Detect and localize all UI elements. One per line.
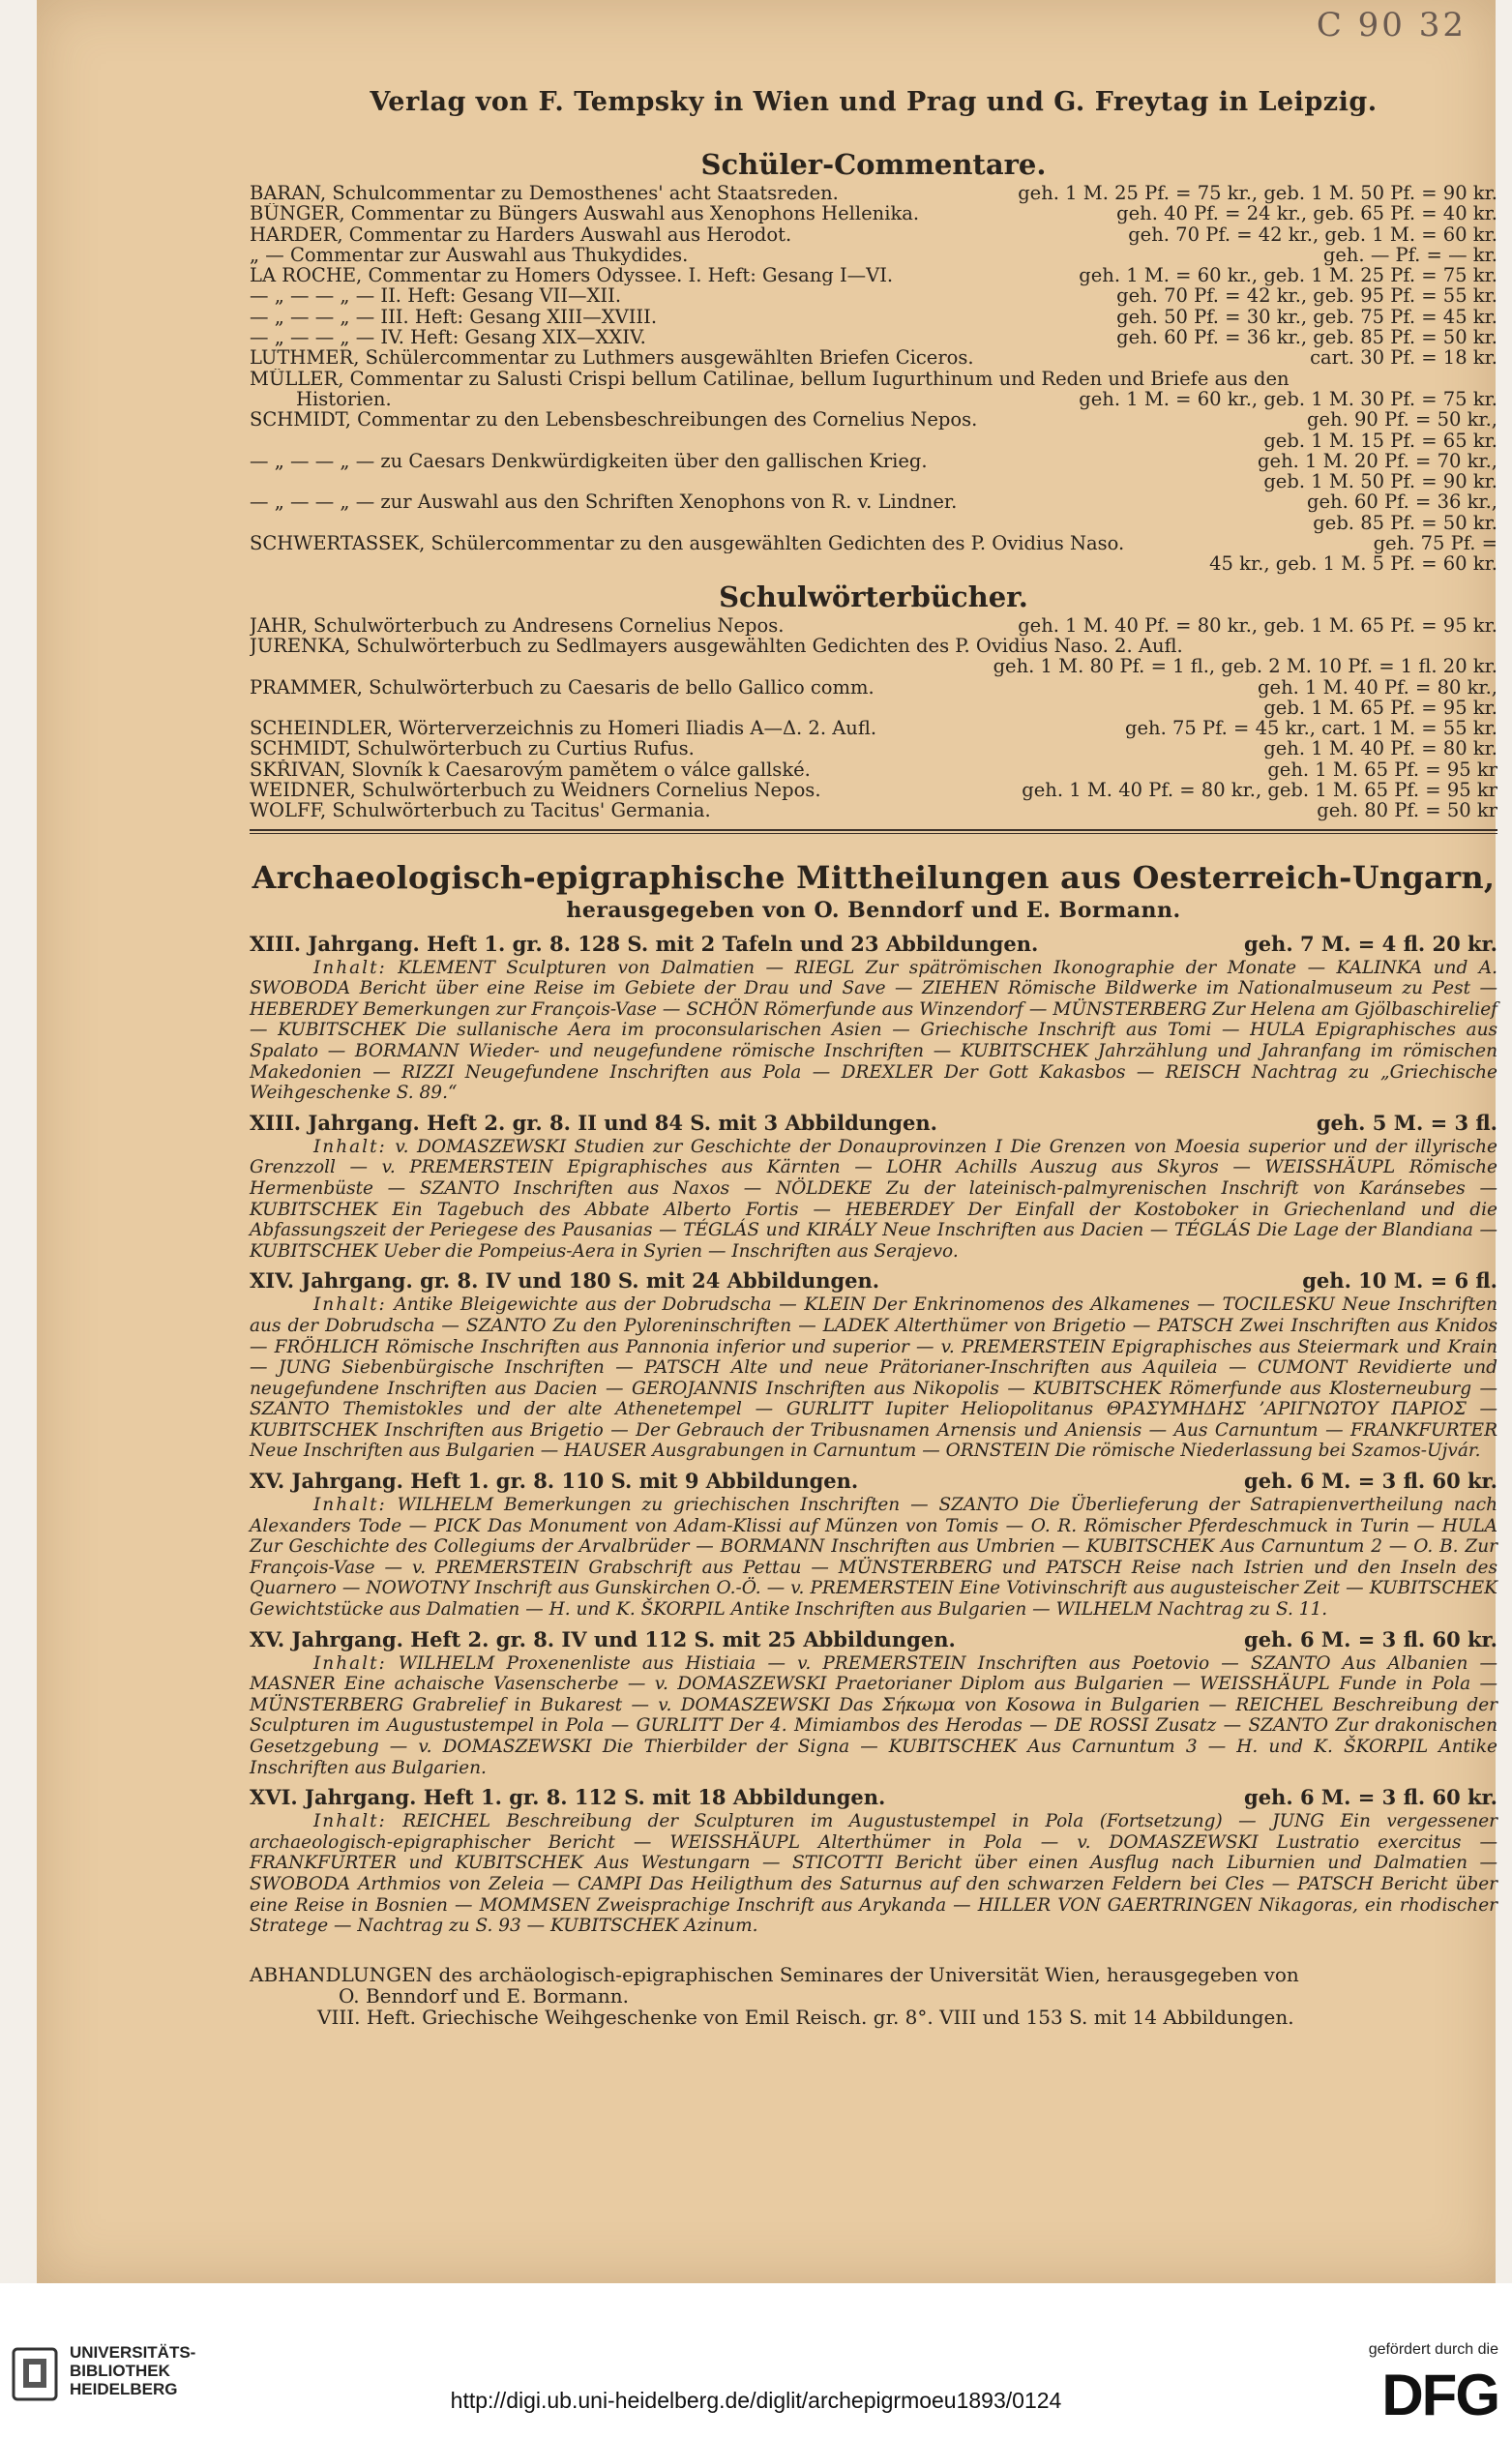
entry-price: geh. 1 M. 65 Pf. = 95 kr xyxy=(1267,758,1497,781)
entry-title: HARDER, Commentar zu Harders Auswahl aus Herodot. xyxy=(250,223,792,245)
entry-title: — „ — — „ — zur Auswahl aus den Schriften Xenophons von R. v. Lindner. xyxy=(250,491,958,513)
contents-label: Inhalt: xyxy=(313,1136,387,1157)
abhandlungen-item: VIII. Heft. Griechische Weihgeschenke von Emil Reisch. gr. 8°. VIII und 153 S. mit 14 Abbildungen. xyxy=(317,2005,1294,2029)
volume-title: XV. Jahrgang. Heft 2. gr. 8. IV und 112 S. mit 25 Abbildungen. xyxy=(250,1626,956,1651)
entry-title: MÜLLER, Commentar zu Salusti Crispi bellum Catilinae, bellum Iugurthinum und Reden und Briefe aus den xyxy=(250,368,1290,389)
catalog-entry xyxy=(250,203,1497,223)
volume-contents xyxy=(250,1653,1497,1779)
entry-price: geh. 70 Pf. = 42 kr., geb. 1 M. = 60 kr. xyxy=(1128,223,1497,246)
catalog-entry xyxy=(250,431,1497,451)
viewer-footer xyxy=(0,2283,1512,2439)
entry-price: geb. 85 Pf. = 50 kr. xyxy=(1313,511,1497,534)
entry-price: geh. 90 Pf. = 50 kr., xyxy=(1307,408,1497,431)
section-title-woerterbuecher: Schulwörterbücher. xyxy=(719,580,1028,613)
catalog-entry xyxy=(250,553,1497,574)
catalog-entry xyxy=(250,780,1497,800)
journal-editors: herausgegeben von O. Benndorf und E. Bormann. xyxy=(566,897,1181,923)
entry-title: JURENKA, Schulwörterbuch zu Sedlmayers ausgewählten Gedichten des P. Ovidius Naso. 2. Aufl. xyxy=(250,635,1183,657)
volume-title: XIV. Jahrgang. gr. 8. IV und 180 S. mit 24 Abbildungen. xyxy=(250,1268,880,1294)
volume-title: XVI. Jahrgang. Heft 1. gr. 8. 112 S. mit 18 Abbildungen. xyxy=(250,1785,886,1810)
volume-heading xyxy=(250,1626,1497,1653)
catalog-entry xyxy=(250,389,1497,409)
entry-price: 45 kr., geb. 1 M. 5 Pf. = 60 kr. xyxy=(1209,552,1497,576)
shelf-mark: C 90 32 xyxy=(1316,6,1467,45)
volume-heading xyxy=(250,1267,1497,1294)
volume-price: geh. 5 M. = 3 fl. xyxy=(1316,1110,1497,1135)
divider xyxy=(250,833,1497,834)
contents-text: KLEMENT Sculpturen von Dalmatien — RIEGL Zur spätrömischen Ikonographie der Monate — KALINKA und A. SWOBODA Bericht über eine Reise im Gebiete der Drau und Save — ZIEHEN Römische Bildwerke im Nationalmuseum zu Pest — HEBERDEY Bemerkungen zur François-Vase — SCHÖN Römerfunde aus Winzendorf — MÜNSTERBERG Zur Helena am Gjölbaschirelief — KUBITSCHEK Die sullanische Aera im proconsularischen Asien — Griechische Inschrift aus Tomi — HULA Epigraphisches aus Spalato — BORMANN Wieder- und neugefundene römische Inschriften — KUBITSCHEK Jahrzählung und Jahranfang im römischen Makedonien — RIZZI Neugefundene Inschriften aus Pola — DREXLER Der Gott Kakasbos — REISCH Nachtrag zu „Griechische Weihgeschenke S. 89.“ xyxy=(250,957,1497,1104)
volume-price: geh. 6 M. = 3 fl. 60 kr. xyxy=(1244,1626,1497,1651)
entry-title: BARAN, Schulcommentar zu Demosthenes' acht Staatsreden. xyxy=(250,183,839,204)
entry-title: — „ — — „ — IV. Heft: Gesang XIX—XXIV. xyxy=(250,327,646,348)
library-name: UNIVERSITÄTS- BIBLIOTHEK HEIDELBERG xyxy=(70,2343,196,2398)
contents-text: Antike Bleigewichte aus der Dobrudscha — KLEIN Der Enkrinomenos des Alkamenes — TOCILESKU Neue Inschriften aus der Dobrudscha — SZANTO Zu den Pyloreninschriften — LADEK Alterthümer von Brigetio — PATSCH Zwei Inschriften aus Knidos — FRÖHLICH Römische Inschriften aus Pannonia inferior und superior — v. PREMERSTEIN Epigraphisches aus Steiermark und Krain — JUNG Siebenbürgische Inschriften — PATSCH Alte und neue Prätorianer-Inschriften aus Aquileia — CUMONT Revidierte und neugefundene Inschriften aus Dacien — GEROJANNIS Inschriften aus Nikopolis — KUBITSCHEK Römerfunde aus Klosterneuburg — SZANTO Themistokles und der alte Athenetempel — GURLITT Iupiter Heliopolitanus ΘΡΑΣΥΜΗΔΗΣ ’ΑΡΙΓΝΩΤΟΥ ΠΑΡΙΟΣ — KUBITSCHEK Inschriften aus Brigetio — Der Gebrauch der Tribusnamen Arnensis und Aniensis — Aus Carnuntum — FRANKFURTER Neue Inschriften aus Bulgarien — HAUSER Ausgrabungen in Carnuntum — ORNSTEIN Die römische Niederlassung bei Szamos-Ujvár. xyxy=(250,1294,1497,1462)
catalog-entry xyxy=(250,409,1497,430)
scanned-page xyxy=(37,0,1496,2283)
entry-title: SCHMIDT, Commentar zu den Lebensbeschreibungen des Cornelius Nepos. xyxy=(250,409,978,431)
volume-heading xyxy=(250,1110,1497,1137)
volume-contents xyxy=(250,1811,1497,1937)
catalog-entry xyxy=(250,800,1497,820)
entry-title: SCHEINDLER, Wörterverzeichnis zu Homeri Iliadis A—Δ. 2. Aufl. xyxy=(250,718,877,739)
entry-price: geh. 70 Pf. = 42 kr., geb. 95 Pf. = 55 kr. xyxy=(1116,284,1497,308)
entry-price: geh. 80 Pf. = 50 kr xyxy=(1317,799,1497,822)
entry-price: geh. 1 M. 20 Pf. = 70 kr., xyxy=(1258,449,1497,472)
commentare-list xyxy=(250,183,1497,575)
catalog-entry xyxy=(250,307,1497,327)
section-title-commentare: Schüler-Commentare. xyxy=(700,148,1047,181)
entry-title: BÜNGER, Commentar zu Büngers Auswahl aus Xenophons Hellenika. xyxy=(250,203,920,224)
entry-price: geh. 1 M. = 60 kr., geb. 1 M. 25 Pf. = 75 kr. xyxy=(1079,264,1497,287)
contents-text: WILHELM Proxenenliste aus Histiaia — v. PREMERSTEIN Inschriften aus Poetovio — SZANTO Aus Albanien — MASNER Eine achaische Vasenscherbe — v. DOMASZEWSKI Praetorianer Diplom aus Bulgarien — WEISSHÄUPL Funde in Pola — MÜNSTERBERG Grabrelief in Bukarest — v. DOMASZEWSKI Das Σήκωμα von Kosowa in Bulgarien — REICHEL Beschreibung der Sculpturen im Augustustempel in Pola — GURLITT Der 4. Mimiambos des Herodas — DE ROSSI Zusatz — SZANTO Zur drakonischen Gesetzgebung — v. DOMASZEWSKI Die Thierbilder der Signa — KUBITSCHEK Aus Carnuntum 3 — H. und K. ŠKORPIL Antike Inschriften aus Bulgarien. xyxy=(250,1652,1497,1778)
volume-price: geh. 6 M. = 3 fl. 60 kr. xyxy=(1244,1785,1497,1810)
volume-title: XV. Jahrgang. Heft 1. gr. 8. 110 S. mit 9 Abbildungen. xyxy=(250,1469,859,1494)
catalog-entry xyxy=(250,656,1497,676)
entry-price: geb. 1 M. 65 Pf. = 95 kr. xyxy=(1263,696,1497,719)
contents-label: Inhalt: xyxy=(313,1294,387,1316)
catalog-entry xyxy=(250,513,1497,533)
catalog-entry xyxy=(250,471,1497,491)
volume-title: XIII. Jahrgang. Heft 2. gr. 8. II und 84 S. mit 3 Abbildungen. xyxy=(250,1110,937,1135)
volume-price: geh. 7 M. = 4 fl. 20 kr. xyxy=(1244,931,1497,956)
catalog-entry xyxy=(250,347,1497,368)
entry-price: geh. 40 Pf. = 24 kr., geb. 65 Pf. = 40 kr. xyxy=(1116,202,1497,225)
entry-price: geb. 1 M. 50 Pf. = 90 kr. xyxy=(1263,470,1497,493)
entry-title: SKŘIVAN, Slovník k Caesarovým pamětem o válce gallské. xyxy=(250,758,811,781)
page-content xyxy=(250,77,1497,2028)
woerterbuecher-list xyxy=(250,615,1497,821)
volume-contents xyxy=(250,1495,1497,1621)
contents-label: Inhalt: xyxy=(313,1495,387,1516)
journal-title: Archaeologisch-epigraphische Mittheilungen aus Oesterreich-Ungarn, xyxy=(252,858,1496,896)
entry-price: geh. 1 M. 40 Pf. = 80 kr., geb. 1 M. 65 Pf. = 95 kr. xyxy=(1018,613,1497,637)
volume-heading xyxy=(250,1784,1497,1811)
entry-title: SCHWERTASSEK, Schülercommentar zu den ausgewählten Gedichten des P. Ovidius Naso. xyxy=(250,533,1125,554)
catalog-entry xyxy=(250,698,1497,718)
entry-price: geh. 60 Pf. = 36 kr., xyxy=(1307,491,1497,514)
permalink[interactable]: http://digi.ub.uni-heidelberg.de/diglit/archepigrmoeu1893/0124 xyxy=(450,2388,1062,2413)
entry-price: geh. — Pf. = — kr. xyxy=(1322,243,1497,266)
entry-title: WOLFF, Schulwörterbuch zu Tacitus' Germania. xyxy=(250,800,711,821)
entry-title: — „ — — „ — II. Heft: Gesang VII—XII. xyxy=(250,285,622,307)
catalog-entry xyxy=(250,224,1497,245)
volume-contents xyxy=(250,1137,1497,1263)
entry-title: LUTHMER, Schülercommentar zu Luthmers ausgewählten Briefen Ciceros. xyxy=(250,347,974,369)
entry-title: „ — Commentar zur Auswahl aus Thukydides. xyxy=(250,244,689,266)
dfg-logo: DFG xyxy=(1381,2363,1498,2427)
entry-title: Historien. xyxy=(296,388,392,410)
catalog-entry xyxy=(250,738,1497,758)
entry-title: LA ROCHE, Commentar zu Homers Odyssee. I. Heft: Gesang I—VI. xyxy=(250,265,894,286)
catalog-entry xyxy=(250,759,1497,780)
entry-price: geh. 75 Pf. = xyxy=(1373,532,1497,555)
catalog-entry xyxy=(250,369,1497,389)
contents-label: Inhalt: xyxy=(313,1652,387,1674)
abhandlungen-block xyxy=(250,1964,1497,2028)
volume-price: geh. 6 M. = 3 fl. 60 kr. xyxy=(1244,1469,1497,1494)
contents-text: WILHELM Bemerkungen zu griechischen Inschriften — SZANTO Die Überlieferung der Satrapienvertheilung nach Alexanders Tode — PICK Das Monument von Adam-Klissi auf Münzen von Tomis — O. R. Römischer Pferdeschmuck in Turin — HULA Zur Geschichte des Collegiums der Arvalbrüder — BORMANN Inschriften aus Umbrien — KUBITSCHEK Aus Carnuntum 2 — O. B. Zur François-Vase — v. PREMERSTEIN Grabschrift aus Pettau — MÜNSTERBERG und PATSCH Reise nach Istrien und den Inseln des Quarnero — NOWOTNY Inschrift aus Gunskirchen O.-Ö. — v. PREMERSTEIN Eine Votivinschrift aus augusteischer Zeit — KUBITSCHEK Gewichtstücke aus Dalmatien — H. und K. ŠKORPIL Antike Inschriften aus Bulgarien — WILHELM Nachtrag zu S. 11. xyxy=(250,1495,1497,1621)
entry-price: geh. 60 Pf. = 36 kr., geb. 85 Pf. = 50 kr. xyxy=(1116,326,1497,349)
volume-heading xyxy=(250,1468,1497,1495)
divider xyxy=(250,829,1497,831)
journal-volumes xyxy=(250,931,1497,1937)
catalog-entry xyxy=(250,533,1497,553)
volume-title: XIII. Jahrgang. Heft 1. gr. 8. 128 S. mit 2 Tafeln und 23 Abbildungen. xyxy=(250,931,1039,956)
entry-price: geh. 1 M. = 60 kr., geb. 1 M. 30 Pf. = 75 kr. xyxy=(1079,387,1497,410)
entry-price: cart. 30 Pf. = 18 kr. xyxy=(1310,346,1497,370)
contents-text: REICHEL Beschreibung der Sculpturen im Augustustempel in Pola (Fortsetzung) — JUNG Ein vergessener archaeologisch-epigraphischer Bericht — WEISSHÄUPL Alterthümer in Pola — v. DOMASZEWSKI Lustratio exercitus — FRANKFURTER und KUBITSCHEK Aus Westungarn — STICOTTI Bericht über einen Ausflug nach Liburnien und Dalmatien — SWOBODA Arthmios von Zeleia — CAMPI Das Heiligthum des Saturnus auf den schwarzen Feldern bei Cles — PATSCH Bericht über eine Reise in Bosnien — MOMMSEN Zweisprachige Inschrift aus Arykanda — HILLER VON GAERTRINGEN Nikagoras, ein rhodischer Stratege — Nachtrag zu S. 93 — KUBITSCHEK Azinum. xyxy=(250,1811,1497,1937)
catalog-entry xyxy=(250,183,1497,203)
abhandlungen-editors: O. Benndorf und E. Bormann. xyxy=(339,1983,629,2008)
volume-contents xyxy=(250,1294,1497,1462)
publisher-header: Verlag von F. Tempsky in Wien und Prag und G. Freytag in Leipzig. xyxy=(370,87,1378,117)
catalog-entry xyxy=(250,327,1497,347)
entry-price: geh. 75 Pf. = 45 kr., cart. 1 M. = 55 kr. xyxy=(1125,717,1497,740)
entry-price: geh. 1 M. 25 Pf. = 75 kr., geb. 1 M. 50 Pf. = 90 kr. xyxy=(1018,182,1497,204)
volume-heading xyxy=(250,931,1497,958)
catalog-entry xyxy=(250,491,1497,512)
entry-price: geh. 1 M. 40 Pf. = 80 kr., geb. 1 M. 65 Pf. = 95 kr xyxy=(1022,779,1497,802)
catalog-entry xyxy=(250,265,1497,285)
entry-price: geh. 1 M. 40 Pf. = 80 kr., xyxy=(1258,675,1497,699)
entry-price: geb. 1 M. 15 Pf. = 65 kr. xyxy=(1263,429,1497,452)
entry-price: geh. 1 M. 80 Pf. = 1 fl., geb. 2 M. 10 Pf. = 1 fl. 20 kr. xyxy=(993,655,1497,678)
abhandlungen-line: ABHANDLUNGEN des archäologisch-epigraphischen Seminares der Universität Wien, herausgegeben von xyxy=(250,1962,1299,1986)
catalog-entry xyxy=(250,718,1497,738)
catalog-entry xyxy=(250,451,1497,471)
entry-price: geh. 50 Pf. = 30 kr., geb. 75 Pf. = 45 kr. xyxy=(1116,305,1497,328)
catalog-entry xyxy=(250,285,1497,306)
entry-title: JAHR, Schulwörterbuch zu Andresens Cornelius Nepos. xyxy=(250,614,785,636)
entry-price: geh. 1 M. 40 Pf. = 80 kr. xyxy=(1263,737,1497,760)
catalog-entry xyxy=(250,245,1497,265)
funded-by-label: gefördert durch die xyxy=(1368,2341,1498,2358)
catalog-entry xyxy=(250,677,1497,698)
entry-title: WEIDNER, Schulwörterbuch zu Weidners Cornelius Nepos. xyxy=(250,780,821,801)
catalog-entry xyxy=(250,636,1497,656)
entry-title: — „ — — „ — III. Heft: Gesang XIII—XVIII. xyxy=(250,306,658,328)
entry-title: — „ — — „ — zu Caesars Denkwürdigkeiten über den gallischen Krieg. xyxy=(250,450,928,472)
catalog-entry xyxy=(250,615,1497,636)
contents-label: Inhalt: xyxy=(313,1811,387,1832)
contents-label: Inhalt: xyxy=(313,957,387,978)
contents-text: v. DOMASZEWSKI Studien zur Geschichte der Donauprovinzen I Die Grenzen von Moesia superior und der illyrische Grenzzoll — v. PREMERSTEIN Epigraphisches aus Kärnten — LOHR Achills Auszug aus Skyros — WEISSHÄUPL Römische Hermenbüste — SZANTO Inschriften aus Naxos — NÖLDEKE Zu der lateinisch-palmyrenischen Inschrift von Karánsebes — KUBITSCHEK Ein Tagebuch des Abbate Alberto Fortis — HEBERDEY Der Einfall der Kostoboker in Griechenland und die Abfassungszeit der Periegese des Pausanias — TÉGLÁS und KIRÁLY Neue Inschriften aus Dacien — TÉGLÁS Die Lage der Blandiana — KUBITSCHEK Ueber die Pompeius-Aera in Syrien — Inschriften aus Serajevo. xyxy=(250,1136,1497,1262)
entry-title: SCHMIDT, Schulwörterbuch zu Curtius Rufus. xyxy=(250,738,695,759)
volume-price: geh. 10 M. = 6 fl. xyxy=(1302,1268,1497,1294)
volume-contents xyxy=(250,958,1497,1104)
entry-title: PRAMMER, Schulwörterbuch zu Caesaris de bello Gallico comm. xyxy=(250,676,875,698)
